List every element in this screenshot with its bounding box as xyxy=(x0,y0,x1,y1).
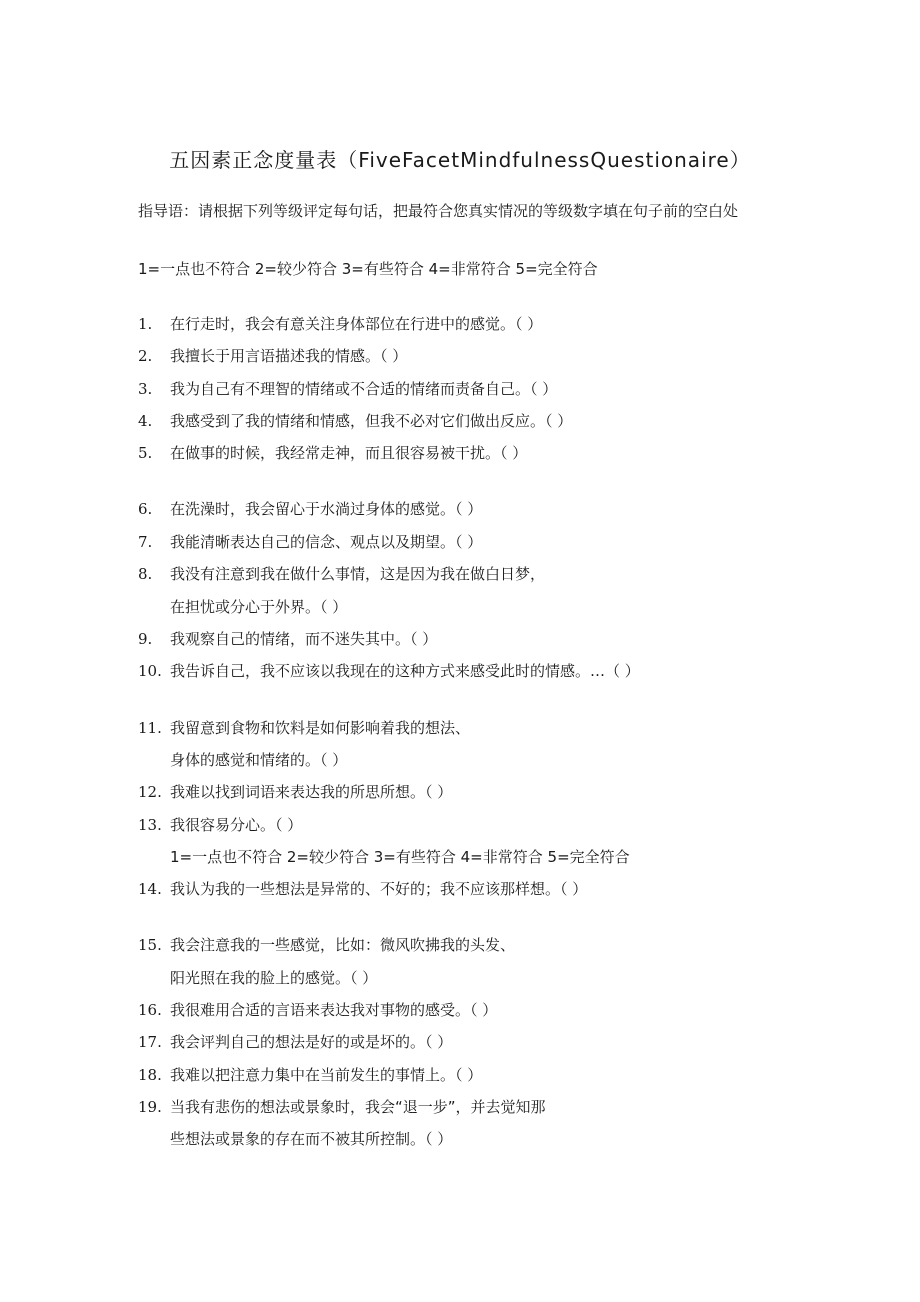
question-text: 我很难用合适的言语来表达我对事物的感受。（ ） xyxy=(170,1001,498,1019)
question-number: 9. xyxy=(138,630,153,648)
question-text: 我很容易分心。（ ） xyxy=(170,816,303,834)
question-item xyxy=(138,498,482,520)
question-number: 18. xyxy=(138,1066,162,1084)
question-text: 当我有悲伤的想法或景象时，我会“退一步”，并去觉知那 xyxy=(170,1098,546,1116)
question-number: 1. xyxy=(138,315,153,333)
question-item xyxy=(138,934,515,956)
question-number: 6. xyxy=(138,500,153,518)
question-text: 在洗澡时，我会留心于水淌过身体的感觉。（ ） xyxy=(170,500,483,518)
question-number: 19. xyxy=(138,1098,162,1116)
question-text: 我能清晰表达自己的信念、观点以及期望。（ ） xyxy=(170,533,483,551)
question-item xyxy=(138,878,587,900)
rating-scale-repeat: 1=一点也不符合 2=较少符合 3=有些符合 4=非常符合 5=完全符合 xyxy=(170,848,630,866)
question-item xyxy=(138,660,640,682)
question-continuation: 阳光照在我的脸上的感觉。（ ） xyxy=(170,969,378,987)
question-text: 我难以找到词语来表达我的所思所想。（ ） xyxy=(170,783,453,801)
question-continuation: 身体的感觉和情绪的。（ ） xyxy=(170,751,348,769)
question-text: 我难以把注意力集中在当前发生的事情上。（ ） xyxy=(170,1066,483,1084)
question-text: 我告诉自己，我不应该以我现在的这种方式来感受此时的情感。…（ ） xyxy=(170,662,640,680)
question-number: 17. xyxy=(138,1033,162,1051)
question-number: 8. xyxy=(138,565,153,583)
question-item xyxy=(138,1064,482,1086)
question-item xyxy=(138,814,302,836)
question-number: 10. xyxy=(138,662,162,680)
question-item xyxy=(138,378,557,400)
instruction-text: 指导语：请根据下列等级评定每句话，把最符合您真实情况的等级数字填在句子前的空白处 xyxy=(138,202,739,220)
question-number: 16. xyxy=(138,1001,162,1019)
question-item xyxy=(138,442,527,464)
question-number: 12. xyxy=(138,783,162,801)
question-number: 13. xyxy=(138,816,162,834)
question-text: 我留意到食物和饮料是如何影响着我的想法、 xyxy=(170,719,471,737)
question-item xyxy=(138,781,452,803)
question-text: 我为自己有不理智的情绪或不合适的情绪而责备自己。（ ） xyxy=(170,380,558,398)
question-item xyxy=(138,999,497,1021)
question-number: 7. xyxy=(138,533,153,551)
question-item xyxy=(138,717,470,739)
question-continuation: 在担忧或分心于外界。（ ） xyxy=(170,598,348,616)
question-item xyxy=(138,410,572,432)
question-number: 2. xyxy=(138,347,153,365)
question-text: 在行走时，我会有意关注身体部位在行进中的感觉。（ ） xyxy=(170,315,543,333)
question-item xyxy=(138,563,545,585)
question-item xyxy=(138,531,482,553)
question-item xyxy=(138,628,437,650)
question-text: 我没有注意到我在做什么事情，这是因为我在做白日梦， xyxy=(170,565,546,583)
question-text: 我会评判自己的想法是好的或是坏的。（ ） xyxy=(170,1033,453,1051)
question-number: 11. xyxy=(138,719,162,737)
rating-scale: 1=一点也不符合 2=较少符合 3=有些符合 4=非常符合 5=完全符合 xyxy=(138,260,598,278)
question-number: 4. xyxy=(138,412,153,430)
question-number: 5. xyxy=(138,444,153,462)
question-text: 我观察自己的情绪，而不迷失其中。（ ） xyxy=(170,630,438,648)
question-number: 3. xyxy=(138,380,153,398)
question-text: 在做事的时候，我经常走神，而且很容易被干扰。（ ） xyxy=(170,444,528,462)
question-text: 我擅长于用言语描述我的情感。（ ） xyxy=(170,347,408,365)
question-item xyxy=(138,1031,452,1053)
question-text: 我会注意我的一些感觉，比如：微风吹拂我的头发、 xyxy=(170,936,516,954)
question-item xyxy=(138,1096,546,1118)
question-number: 14. xyxy=(138,880,162,898)
page-title: 五因素正念度量表（FiveFacetMindfulnessQuestionaire） xyxy=(169,148,751,172)
question-number: 15. xyxy=(138,936,162,954)
question-item xyxy=(138,313,542,335)
question-text: 我认为我的一些想法是异常的、不好的；我不应该那样想。（ ） xyxy=(170,880,588,898)
question-item xyxy=(138,345,407,367)
question-continuation: 些想法或景象的存在而不被其所控制。（ ） xyxy=(170,1130,453,1148)
question-text: 我感受到了我的情绪和情感，但我不必对它们做出反应。（ ） xyxy=(170,412,573,430)
